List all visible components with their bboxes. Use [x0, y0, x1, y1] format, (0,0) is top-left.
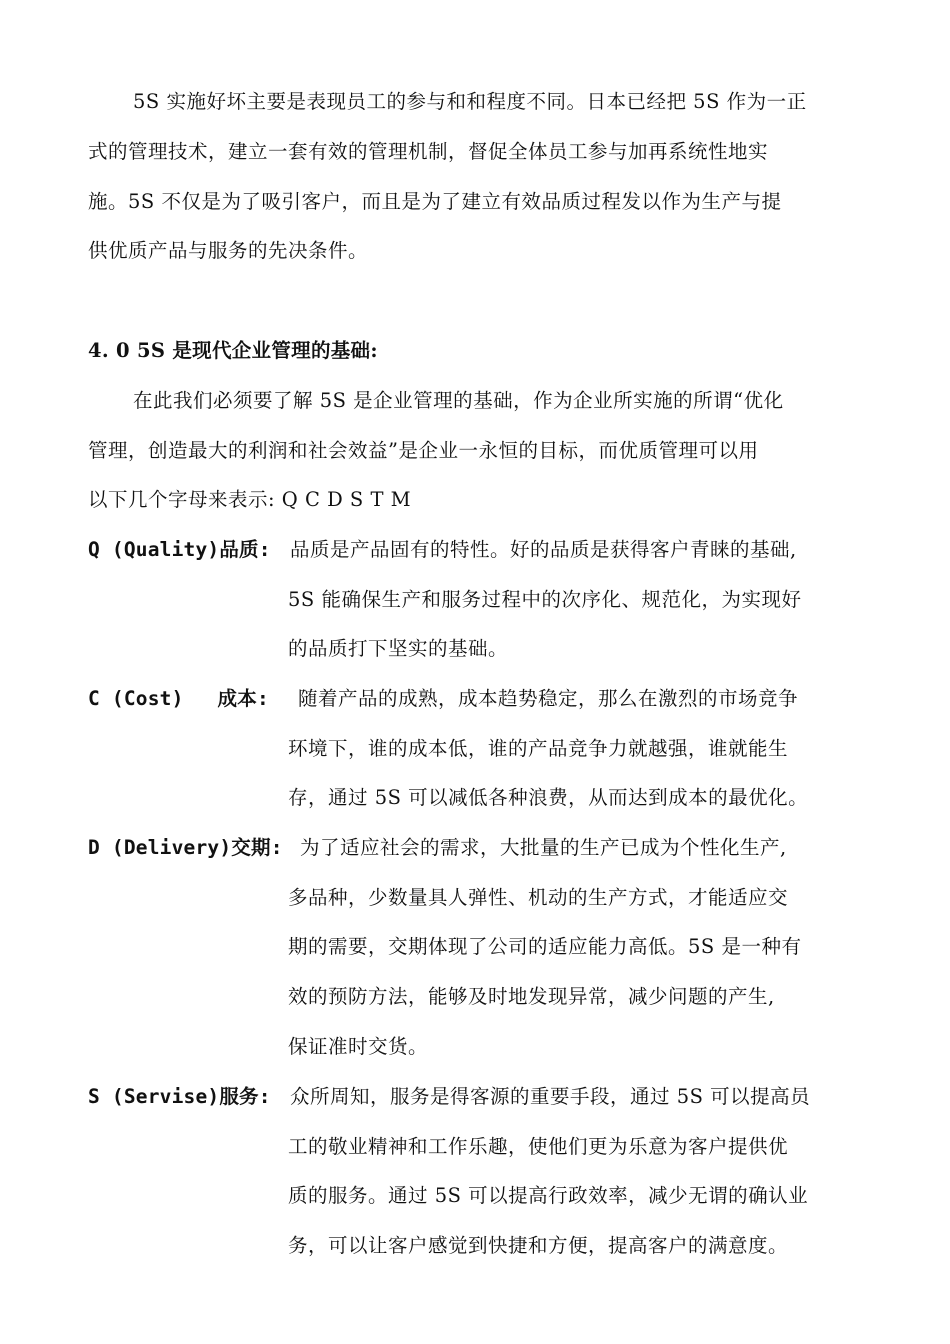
term-delivery-label: 交期: [231, 836, 271, 859]
paragraph1-line-3: 施。5S 不仅是为了吸引客户，而且是为了建立有效品质过程发以作为生产与提: [88, 190, 782, 213]
paragraph1-line-4: 供优质产品与服务的先决条件。: [88, 239, 369, 262]
delivery-line-4: 效的预防方法，能够及时地发现异常，减少问题的产生,: [288, 985, 775, 1008]
term-delivery-sep: :: [270, 836, 283, 859]
cost-line-2: 环境下，谁的成本低，谁的产品竞争力就越强，谁就能生: [288, 737, 789, 760]
term-quality-label: 品质: [219, 538, 259, 561]
term-service-code: S (Servise): [88, 1085, 220, 1108]
term-quality: [88, 536, 271, 564]
delivery-line-5: 保证准时交货。: [288, 1035, 429, 1058]
term-cost-sep: :: [256, 687, 269, 710]
paragraph1-line-1: 5S 实施好坏主要是表现员工的参与和和程度不同。日本已经把 5S 作为一正: [133, 90, 807, 113]
paragraph2-line-1: 在此我们必须要了解 5S 是企业管理的基础，作为企业所实施的所谓“优化: [133, 389, 784, 412]
term-service: [88, 1083, 271, 1111]
paragraph2-line-2: 管理，创造最大的利润和社会效益”是企业一永恒的目标，而优质管理可以用: [88, 439, 759, 462]
service-line-1: 众所周知，服务是得客源的重要手段，通过 5S 可以提高员: [290, 1085, 811, 1108]
section-heading: 4. 0 5S 是现代企业管理的基础:: [88, 339, 378, 362]
term-service-sep: :: [258, 1085, 271, 1108]
term-cost: [88, 685, 269, 713]
quality-line-2: 5S 能确保生产和服务过程中的次序化、规范化，为实现好: [288, 588, 802, 611]
delivery-line-1: 为了适应社会的需求，大批量的生产已成为个性化生产,: [300, 836, 787, 859]
term-service-label: 服务: [219, 1085, 259, 1108]
cost-line-3: 存，通过 5S 可以减低各种浪费，从而达到成本的最优化。: [288, 786, 809, 809]
quality-line-3: 的品质打下坚实的基础。: [288, 637, 509, 660]
service-line-2: 工的敬业精神和工作乐趣，使他们更为乐意为客户提供优: [288, 1135, 789, 1158]
paragraph1-line-2: 式的管理技术，建立一套有效的管理机制，督促全体员工参与加再系统性地实: [88, 140, 769, 163]
service-line-4: 务，可以让客户感觉到快捷和方便，提高客户的满意度。: [288, 1234, 789, 1257]
term-delivery: [88, 834, 283, 862]
quality-line-1: 品质是产品固有的特性。好的品质是获得客户青睐的基础,: [290, 538, 797, 561]
term-quality-code: Q (Quality): [88, 538, 220, 561]
term-cost-code: C (Cost): [88, 687, 184, 710]
delivery-line-3: 期的需要，交期体现了公司的适应能力高低。5S 是一种有: [288, 935, 802, 958]
delivery-line-2: 多品种，少数量具人弹性、机动的生产方式，才能适应交: [288, 886, 789, 909]
service-line-3: 质的服务。通过 5S 可以提高行政效率，减少无谓的确认业: [288, 1184, 809, 1207]
term-cost-label: 成本: [217, 687, 257, 710]
paragraph2-line-3: 以下几个字母来表示: Q C D S T M: [88, 488, 412, 511]
term-quality-sep: :: [258, 538, 271, 561]
term-delivery-code: D (Delivery): [88, 836, 232, 859]
cost-line-1: 随着产品的成熟，成本趋势稳定，那么在激烈的市场竞争: [298, 687, 799, 710]
